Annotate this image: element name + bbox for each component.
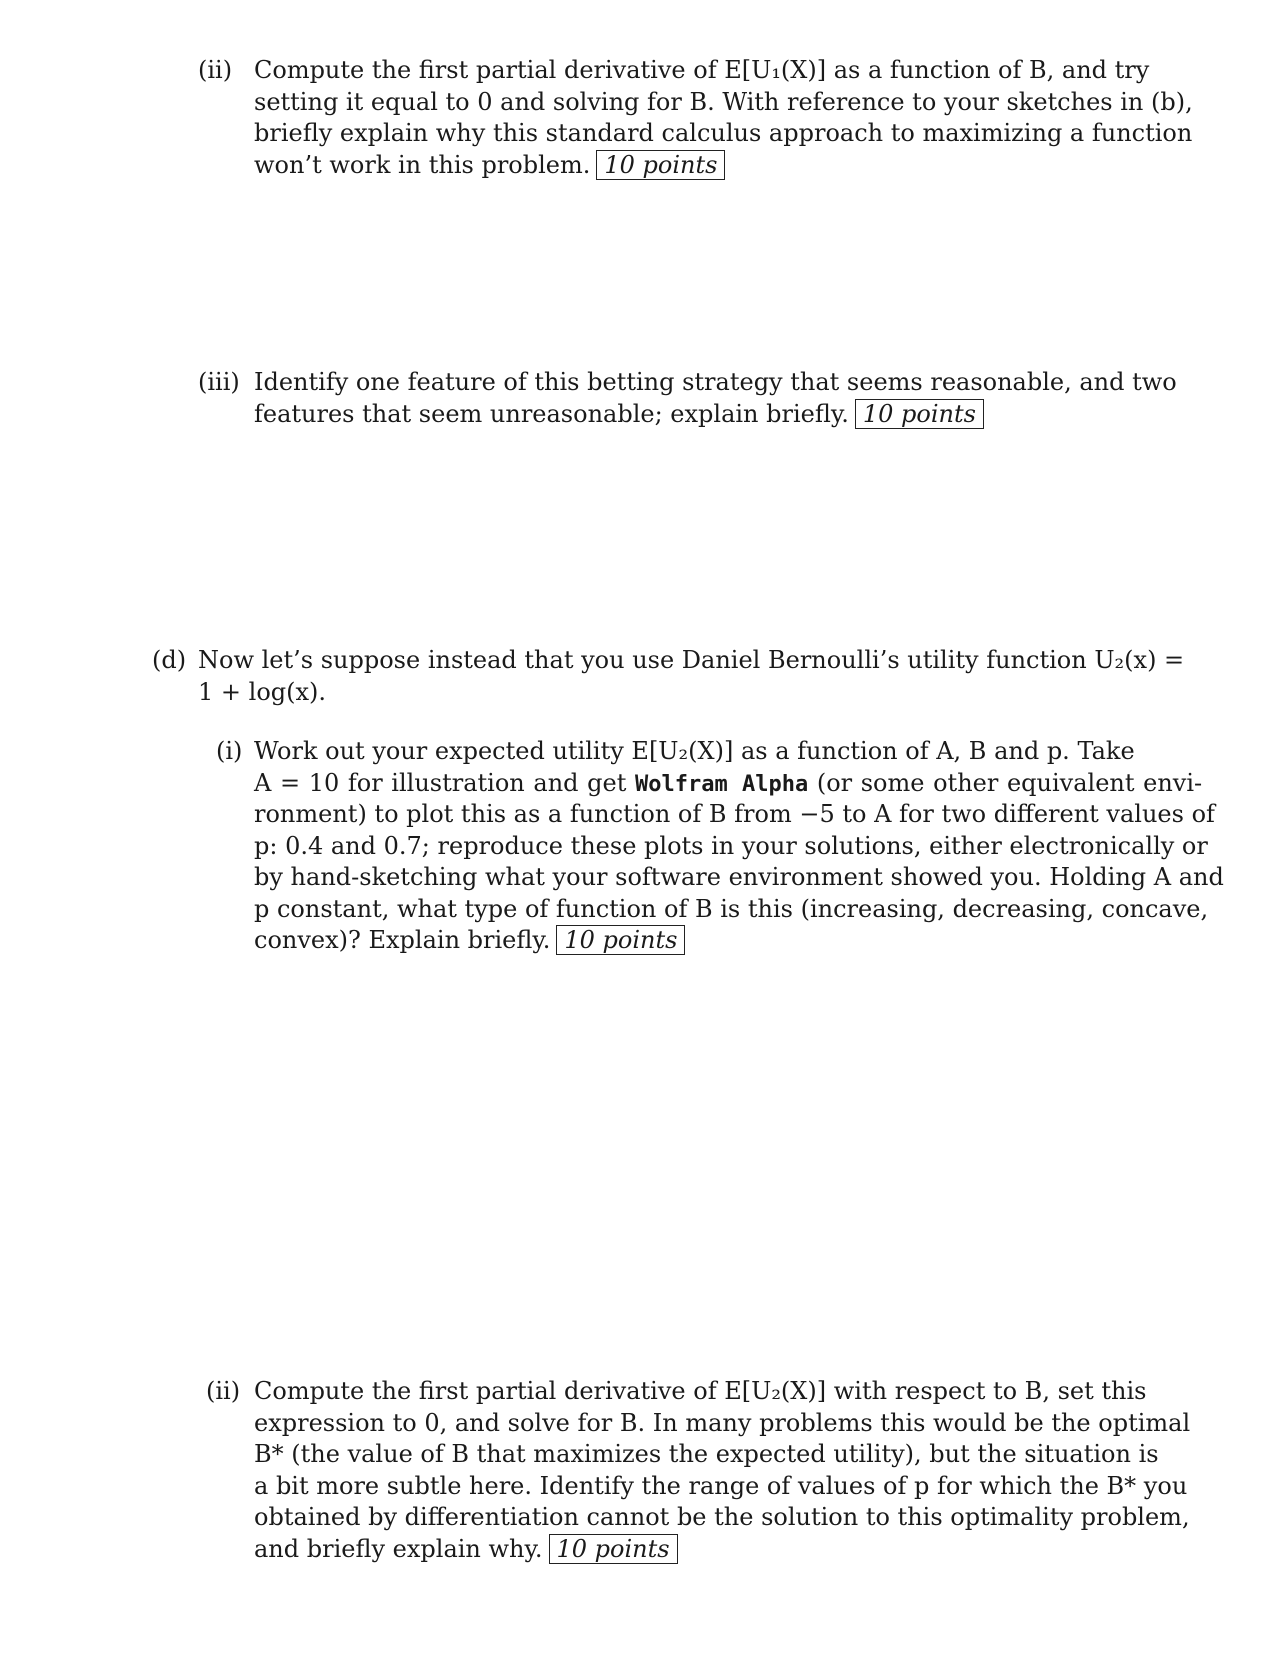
question-line: p: 0.4 and 0.7; reproduce these plots in your solutions, either electronically or <box>254 831 1208 860</box>
points-badge: 10 points <box>596 150 725 180</box>
points-badge: 10 points <box>549 1534 678 1564</box>
question-line: obtained by differentiation cannot be the solution to this optimality problem, <box>254 1503 1190 1531</box>
software-name: Wolfram Alpha <box>635 771 809 797</box>
points-badge: 10 points <box>556 925 685 955</box>
question-line <box>254 150 1134 182</box>
question-text: won’t work in this problem. <box>254 150 591 179</box>
question-line <box>254 1534 1134 1566</box>
question-label: (ii) <box>198 56 233 84</box>
question-text: features that seem unreasonable; explain briefly. <box>254 399 849 428</box>
question-line: expression to 0, and solve for B. In many problems this would be the optimal <box>254 1408 1191 1437</box>
question-line: B* (the value of B that maximizes the expected utility), but the situation is <box>254 1440 1159 1468</box>
question-line <box>254 768 1203 800</box>
question-line: ronment) to plot this as a function of B from −5 to A for two different values of <box>254 800 1215 828</box>
question-line: Now let’s suppose instead that you use Daniel Bernoulli’s utility function U₂(x) = <box>198 646 1185 674</box>
question-line: Work out your expected utility E[U₂(X)] as a function of A, B and p. Take <box>254 737 1135 765</box>
question-line: Compute the first partial derivative of E[U₂(X)] with respect to B, set this <box>254 1377 1147 1405</box>
question-body <box>254 1376 1191 1565</box>
question-line: 1 + log(x). <box>198 677 327 706</box>
question-label: (d) <box>152 646 187 674</box>
question-body <box>254 736 1224 957</box>
question-line: by hand-sketching what your software environment showed you. Holding A and <box>254 863 1224 891</box>
question-line: briefly explain why this standard calculus approach to maximizing a function <box>254 119 1193 147</box>
question-line: Identify one feature of this betting strategy that seems reasonable, and two <box>254 368 1177 396</box>
question-line <box>254 925 1134 957</box>
question-body <box>198 645 1185 708</box>
question-line: Compute the first partial derivative of E[U₁(X)] as a function of B, and try <box>254 56 1150 84</box>
question-text: and briefly explain why. <box>254 1534 543 1563</box>
points-badge: 10 points <box>855 399 984 429</box>
question-body <box>254 367 1177 430</box>
question-label: (ii) <box>206 1377 241 1405</box>
question-text: (or some other equivalent envi- <box>816 768 1203 797</box>
question-line: p constant, what type of function of B is this (increasing, decreasing, concave, <box>254 894 1209 923</box>
question-text: convex)? Explain briefly. <box>254 926 551 954</box>
question-label: (iii) <box>198 368 240 396</box>
question-body <box>254 55 1193 181</box>
question-line <box>254 399 1134 431</box>
question-line: a bit more subtle here. Identify the range of values of p for which the B* you <box>254 1471 1188 1500</box>
question-label: (i) <box>216 737 243 765</box>
question-line: setting it equal to 0 and solving for B. With reference to your sketches in (b), <box>254 87 1193 116</box>
question-text: A = 10 for illustration and get <box>254 768 627 797</box>
